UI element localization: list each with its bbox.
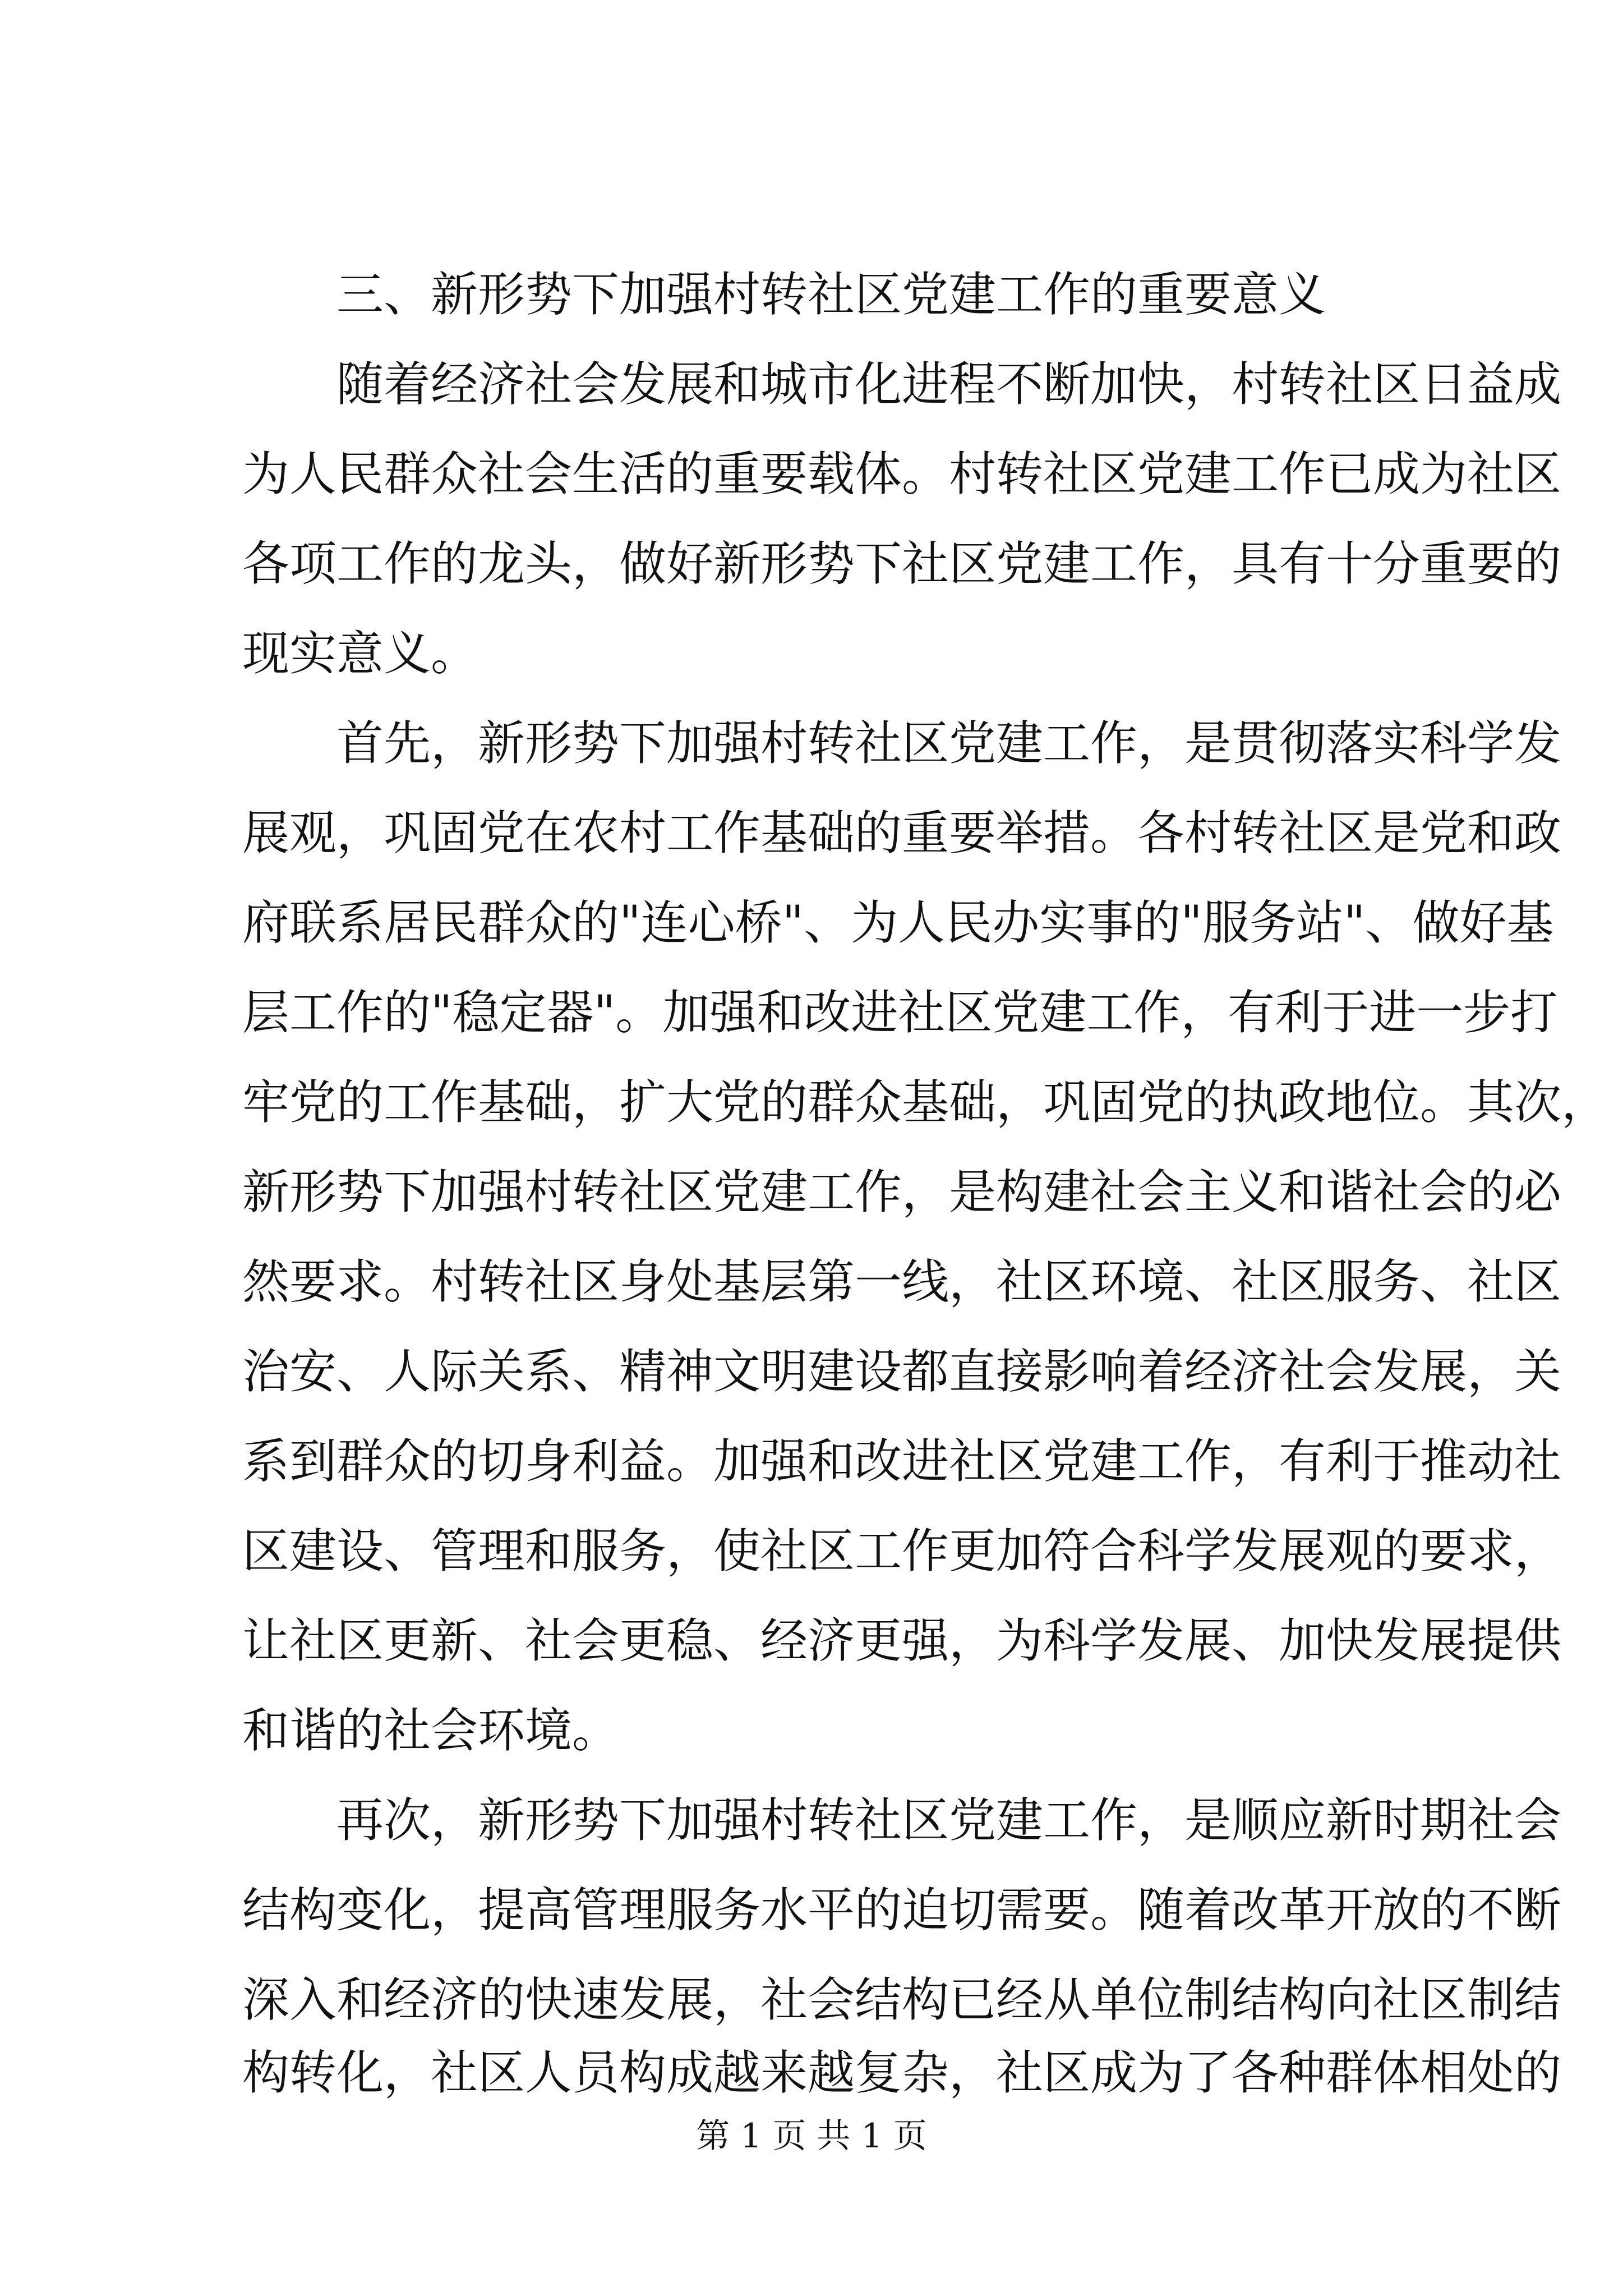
paragraph-2-line-2: 展观，巩固党在农村工作基础的重要举措。各村转社区是党和政 — [242, 806, 1562, 861]
paragraph-3-line-1: 再次，新形势下加强村转社区党建工作，是顺应新时期社会 — [336, 1793, 1562, 1848]
paragraph-2-line-12: 和谐的社会环境。 — [242, 1703, 620, 1758]
section-heading: 三、新形势下加强村转社区党建工作的重要意义 — [336, 267, 1326, 322]
paragraph-2-line-9: 系到群众的切身利益。加强和改进社区党建工作，有利于推动社 — [242, 1434, 1562, 1489]
paragraph-3-line-4: 构转化，社区人员构成越来越复杂，社区成为了各种群体相处的 — [242, 2045, 1562, 2100]
paragraph-2-line-8: 治安、人际关系、精神文明建设都直接影响着经济社会发展，关 — [242, 1344, 1562, 1399]
paragraph-2-line-3: 府联系居民群众的"连心桥"、为人民办实事的"服务站"、做好基 — [242, 895, 1554, 950]
page-footer: 第 1 页 共 1 页 — [696, 2116, 927, 2156]
paragraph-1-line-2: 为人民群众社会生活的重要载体。村转社区党建工作已成为社区 — [242, 447, 1562, 501]
paragraph-1-line-4: 现实意义。 — [242, 626, 478, 681]
paragraph-2-line-6: 新形势下加强村转社区党建工作，是构建社会主义和谐社会的必 — [242, 1165, 1562, 1220]
paragraph-2-line-4: 层工作的"稳定器"。加强和改进社区党建工作，有利于进一步打 — [242, 985, 1558, 1040]
paragraph-2-line-11: 让社区更新、社会更稳、经济更强，为科学发展、加快发展提供 — [242, 1613, 1562, 1668]
paragraph-2-line-5: 牢党的工作基础，扩大党的群众基础，巩固党的执政地位。其次， — [242, 1075, 1609, 1130]
paragraph-2-line-1: 首先，新形势下加强村转社区党建工作，是贯彻落实科学发 — [336, 716, 1562, 771]
paragraph-2-line-10: 区建设、管理和服务，使社区工作更加符合科学发展观的要求， — [242, 1524, 1562, 1579]
paragraph-1-line-3: 各项工作的龙头，做好新形势下社区党建工作，具有十分重要的 — [242, 536, 1562, 591]
paragraph-3-line-3: 深入和经济的快速发展，社会结构已经从单位制结构向社区制结 — [242, 1972, 1562, 2027]
paragraph-1-line-1: 随着经济社会发展和城市化进程不断加快，村转社区日益成 — [336, 357, 1562, 412]
paragraph-3-line-2: 结构变化，提高管理服务水平的迫切需要。随着改革开放的不断 — [242, 1883, 1562, 1938]
paragraph-2-line-7: 然要求。村转社区身处基层第一线，社区环境、社区服务、社区 — [242, 1254, 1562, 1309]
